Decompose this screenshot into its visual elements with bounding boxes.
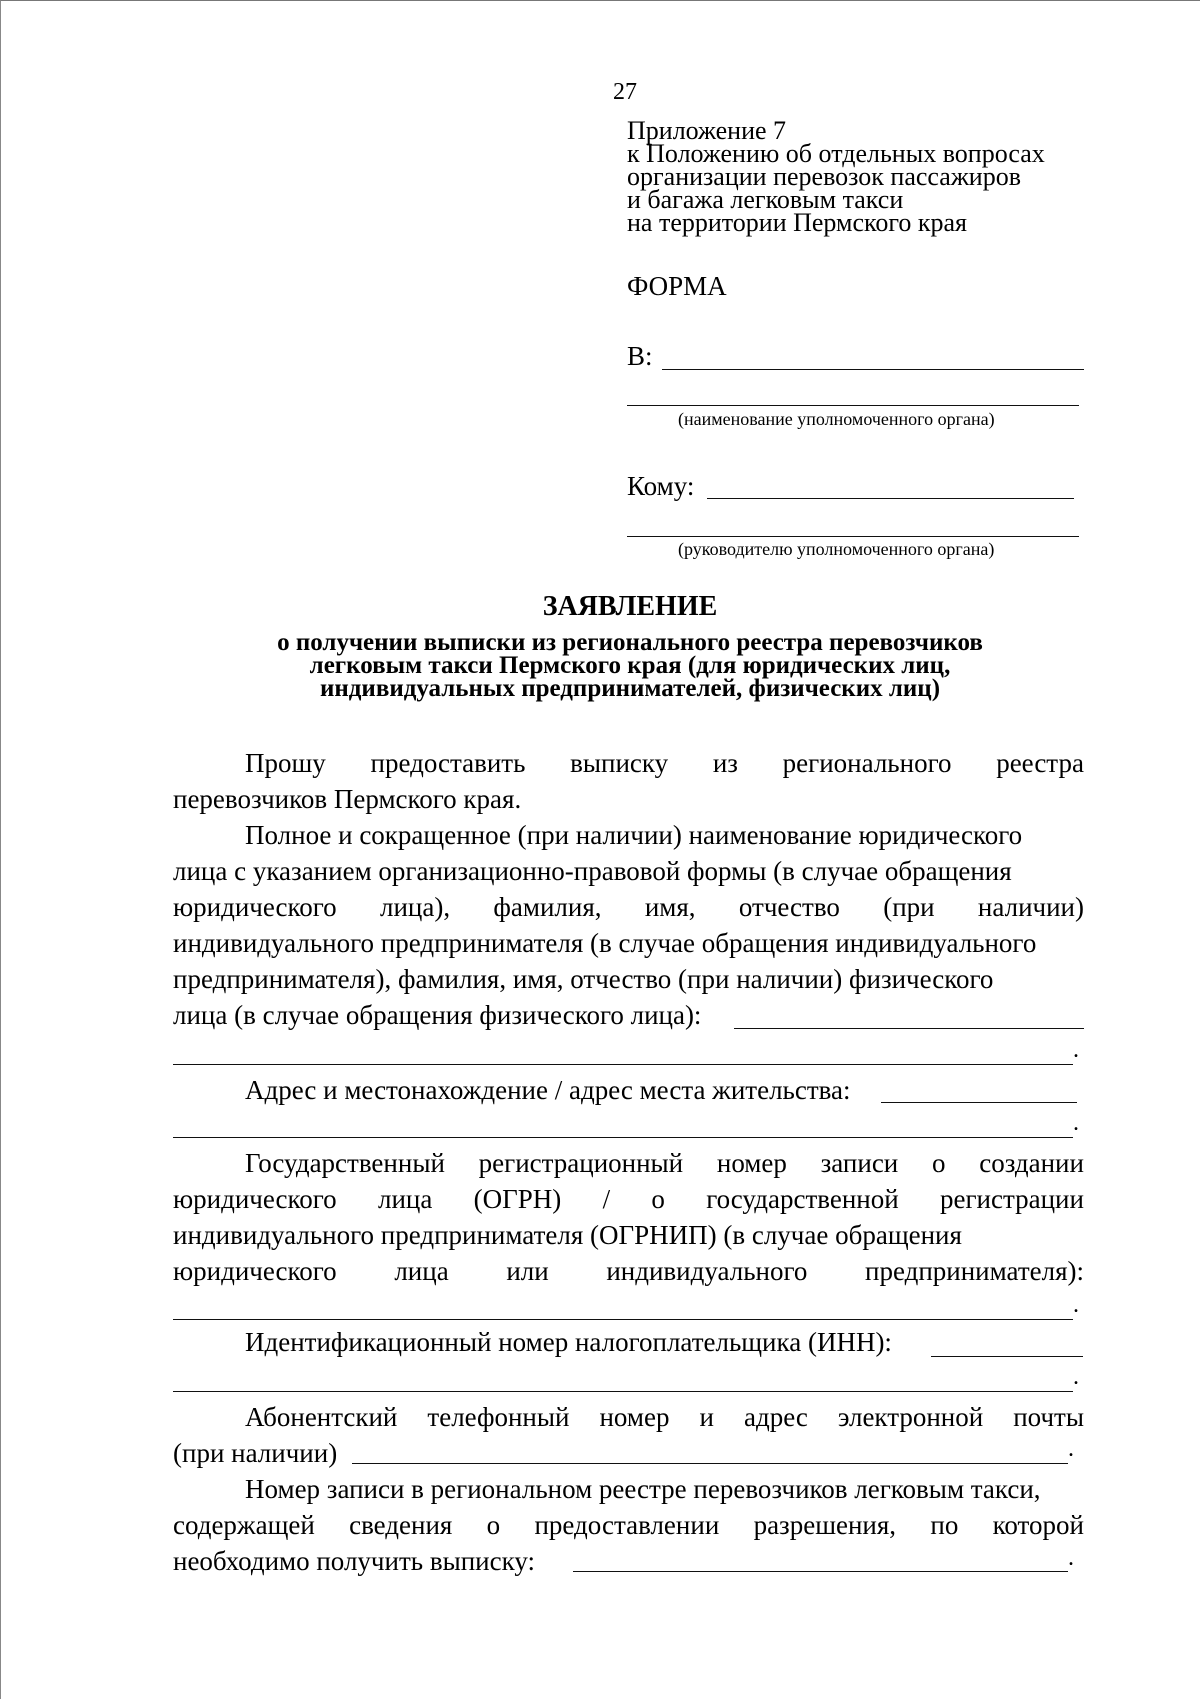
word: регионального — [782, 748, 952, 778]
text-line: необходимо получить выписку: — [173, 1546, 535, 1576]
subtitle-line: индивидуальных предпринимателей, физических лиц) — [319, 675, 941, 702]
text-line: лица (в случае обращения физического лица): — [173, 1000, 702, 1030]
period: . — [1068, 1545, 1074, 1571]
applicant-name-field-line[interactable] — [734, 1028, 1084, 1029]
word: о — [931, 1148, 946, 1178]
word: лица — [394, 1256, 449, 1286]
justified-line — [173, 889, 1084, 925]
word: о — [651, 1184, 665, 1214]
word: предпринимателя): — [865, 1256, 1084, 1286]
text-line: Полное и сокращенное (при наличии) наименование юридического — [245, 820, 1023, 850]
word: по — [930, 1510, 959, 1540]
header-line: и багажа легковым такси — [627, 185, 904, 214]
word: регистрации — [939, 1184, 1084, 1214]
word: отчество — [738, 892, 840, 922]
word: Государственный — [245, 1148, 445, 1178]
to-caption: (наименование уполномоченного органа) — [678, 409, 995, 429]
text-line: предпринимателя), фамилия, имя, отчество (при наличии) физического — [173, 964, 994, 994]
header-line: Приложение 7 — [627, 116, 787, 145]
inn-field-line-2[interactable] — [173, 1391, 1073, 1392]
subtitle-line: легковым такси Пермского края (для юридических лиц, — [309, 652, 951, 679]
document-title: ЗАЯВЛЕНИЕ — [542, 591, 718, 622]
subtitle-line: о получении выписки из регионального реестра перевозчиков — [277, 629, 983, 656]
header-line: организации перевозок пассажиров — [627, 162, 1021, 191]
whom-field-line[interactable] — [707, 498, 1074, 499]
address-field-line[interactable] — [881, 1102, 1077, 1103]
period: . — [1073, 1110, 1079, 1136]
word: регистрационный — [478, 1148, 684, 1178]
word: юридического — [173, 1256, 337, 1286]
page-number: 27 — [613, 79, 637, 105]
word: индивидуального — [606, 1256, 808, 1286]
inn-field-line[interactable] — [931, 1356, 1083, 1357]
inn-label: Идентификационный номер налогоплательщика (ИНН): — [245, 1327, 892, 1357]
appendix-header — [627, 116, 1045, 237]
word: выписку — [570, 748, 669, 778]
word: государственной — [706, 1184, 899, 1214]
word: Абонентский — [245, 1402, 398, 1432]
address-label: Адрес и местонахождение / адрес места жительства: — [245, 1075, 851, 1105]
text-line: индивидуального предпринимателя (ОГРНИП) (в случае обращения — [173, 1220, 962, 1250]
word: Прошу — [245, 748, 326, 778]
word: / — [602, 1184, 611, 1214]
paragraph-request — [173, 745, 1084, 817]
period: . — [1073, 1037, 1079, 1063]
word: телефонный — [427, 1402, 570, 1432]
whom-label: Кому: — [627, 471, 695, 501]
word: электронной — [837, 1402, 984, 1432]
text-line: индивидуального предпринимателя (в случае обращения индивидуального — [173, 928, 1037, 958]
paragraph-contacts — [173, 1399, 1084, 1471]
word: о — [486, 1510, 501, 1540]
justified-line — [173, 1253, 1084, 1289]
word: лица — [378, 1184, 433, 1214]
word: лица), — [380, 892, 451, 922]
applicant-name-field-line-2[interactable] — [173, 1064, 1073, 1065]
to-label: В: — [627, 341, 653, 371]
word: содержащей — [173, 1510, 315, 1540]
form-label: ФОРМА — [627, 271, 727, 301]
whom-caption: (руководителю уполномоченного органа) — [678, 539, 995, 559]
word: номер — [716, 1148, 787, 1178]
word: предоставить — [370, 748, 526, 778]
document-subtitle — [1, 631, 1200, 700]
word: фамилия, — [493, 892, 602, 922]
paragraph-registry-record — [173, 1471, 1084, 1579]
text-line: перевозчиков Пермского края. — [173, 784, 522, 814]
word: реестра — [996, 748, 1084, 778]
ogrn-field-line[interactable] — [173, 1319, 1073, 1320]
to-field-line[interactable] — [662, 369, 1084, 370]
word: (ОГРН) — [473, 1184, 562, 1214]
whom-field-line-2[interactable] — [627, 536, 1079, 537]
word: создании — [979, 1148, 1084, 1178]
period: . — [1073, 1364, 1079, 1390]
word: разрешения, — [753, 1510, 897, 1540]
word: юридического — [173, 1184, 337, 1214]
word: имя, — [644, 892, 696, 922]
paragraph-ogrn — [173, 1145, 1084, 1289]
justified-line — [173, 1399, 1084, 1435]
word: (при — [883, 892, 935, 922]
registry-record-field-line[interactable] — [573, 1571, 1068, 1572]
word: наличии) — [977, 892, 1084, 922]
to-field-line-2[interactable] — [627, 405, 1079, 406]
justified-line — [173, 745, 1084, 781]
justified-line — [173, 1181, 1084, 1217]
word: записи — [820, 1148, 899, 1178]
justified-line — [173, 1145, 1084, 1181]
word: сведения — [349, 1510, 453, 1540]
contacts-field-line[interactable] — [352, 1463, 1068, 1464]
header-line: к Положению об отдельных вопросах — [627, 139, 1045, 168]
period: . — [1073, 1292, 1079, 1318]
word: юридического — [173, 892, 337, 922]
period: . — [1068, 1436, 1074, 1462]
text-line: Номер записи в региональном реестре перевозчиков легковым такси, — [245, 1474, 1041, 1504]
word: из — [712, 748, 738, 778]
word: и — [699, 1402, 714, 1432]
word: почты — [1013, 1402, 1084, 1432]
word: предоставлении — [534, 1510, 720, 1540]
justified-line — [173, 1507, 1084, 1543]
header-line: на территории Пермского края — [627, 208, 967, 237]
paragraph-applicant-name — [173, 817, 1084, 1033]
address-field-line-2[interactable] — [173, 1137, 1073, 1138]
word: номер — [599, 1402, 670, 1432]
word: адрес — [743, 1402, 808, 1432]
word: которой — [992, 1510, 1084, 1540]
word: или — [506, 1256, 549, 1286]
text-line: (при наличии) — [173, 1438, 338, 1468]
text-line: лица с указанием организационно-правовой формы (в случае обращения — [173, 856, 1012, 886]
